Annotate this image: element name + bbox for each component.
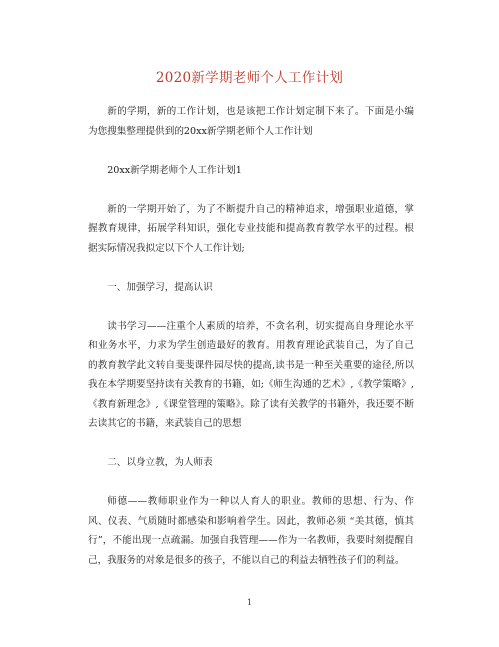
document-title: 2020新学期老师个人工作计划 [155, 70, 344, 86]
heading-2: 二、以身立教，为人师表 [107, 457, 213, 468]
spacer [88, 180, 414, 200]
paragraph-2: 读书学习——注重个人素质的培养，不贪名利，切实提高自身理论水平和业务水平，力求为学生创造最好的教育。用教育理论武装自己，为了自己的教育教学此文转自斐斐课件园尽快的提高,读书是一种至关重要的途径,所以我在本学期要坚持读有关教育的书籍，如;《师生沟通的艺术》,《教学策略》,《教育新理念》,《课堂管理的策略》。除了读有关教学的书籍外，我还要不断去读其它的书籍，来武装自己的思想 [88, 320, 414, 429]
paragraph-1: 新的一学期开始了，为了不断提升自己的精神追求，增强职业道德，掌握教育规律，拓展学科知识，强化专业技能和提高教育教学水平的过程。根据实际情况我拟定以下个人工作计划; [88, 203, 414, 254]
spacer [88, 141, 414, 161]
page-number: 1 [246, 598, 253, 607]
spacer [88, 297, 414, 317]
section-subtitle: 20xx新学期老师个人工作计划1 [107, 164, 242, 176]
spacer [88, 473, 414, 493]
paragraph-3: 师德——教师职业作为一种以人育人的职业。教师的思想、行为、作风、仪表、气质随时都感染和影响着学生。因此，教师必须 “美其德，慎其行”，不能出现一点疏漏。加强自我管理——作为一名教师，我要时刻提醒自己，我服务的对象是很多的孩子，不能以自己的利益去牺牲孩子们的利益。 [88, 496, 414, 566]
document-body [88, 102, 414, 570]
intro-paragraph: 新的学期，新的工作计划，也是该把工作计划定制下来了。下面是小编为您搜集整理提供到的20xx新学期老师个人工作计划 [88, 106, 414, 137]
spacer [88, 434, 414, 454]
spacer [88, 258, 414, 278]
heading-1: 一、加强学习，提高认识 [107, 281, 213, 293]
